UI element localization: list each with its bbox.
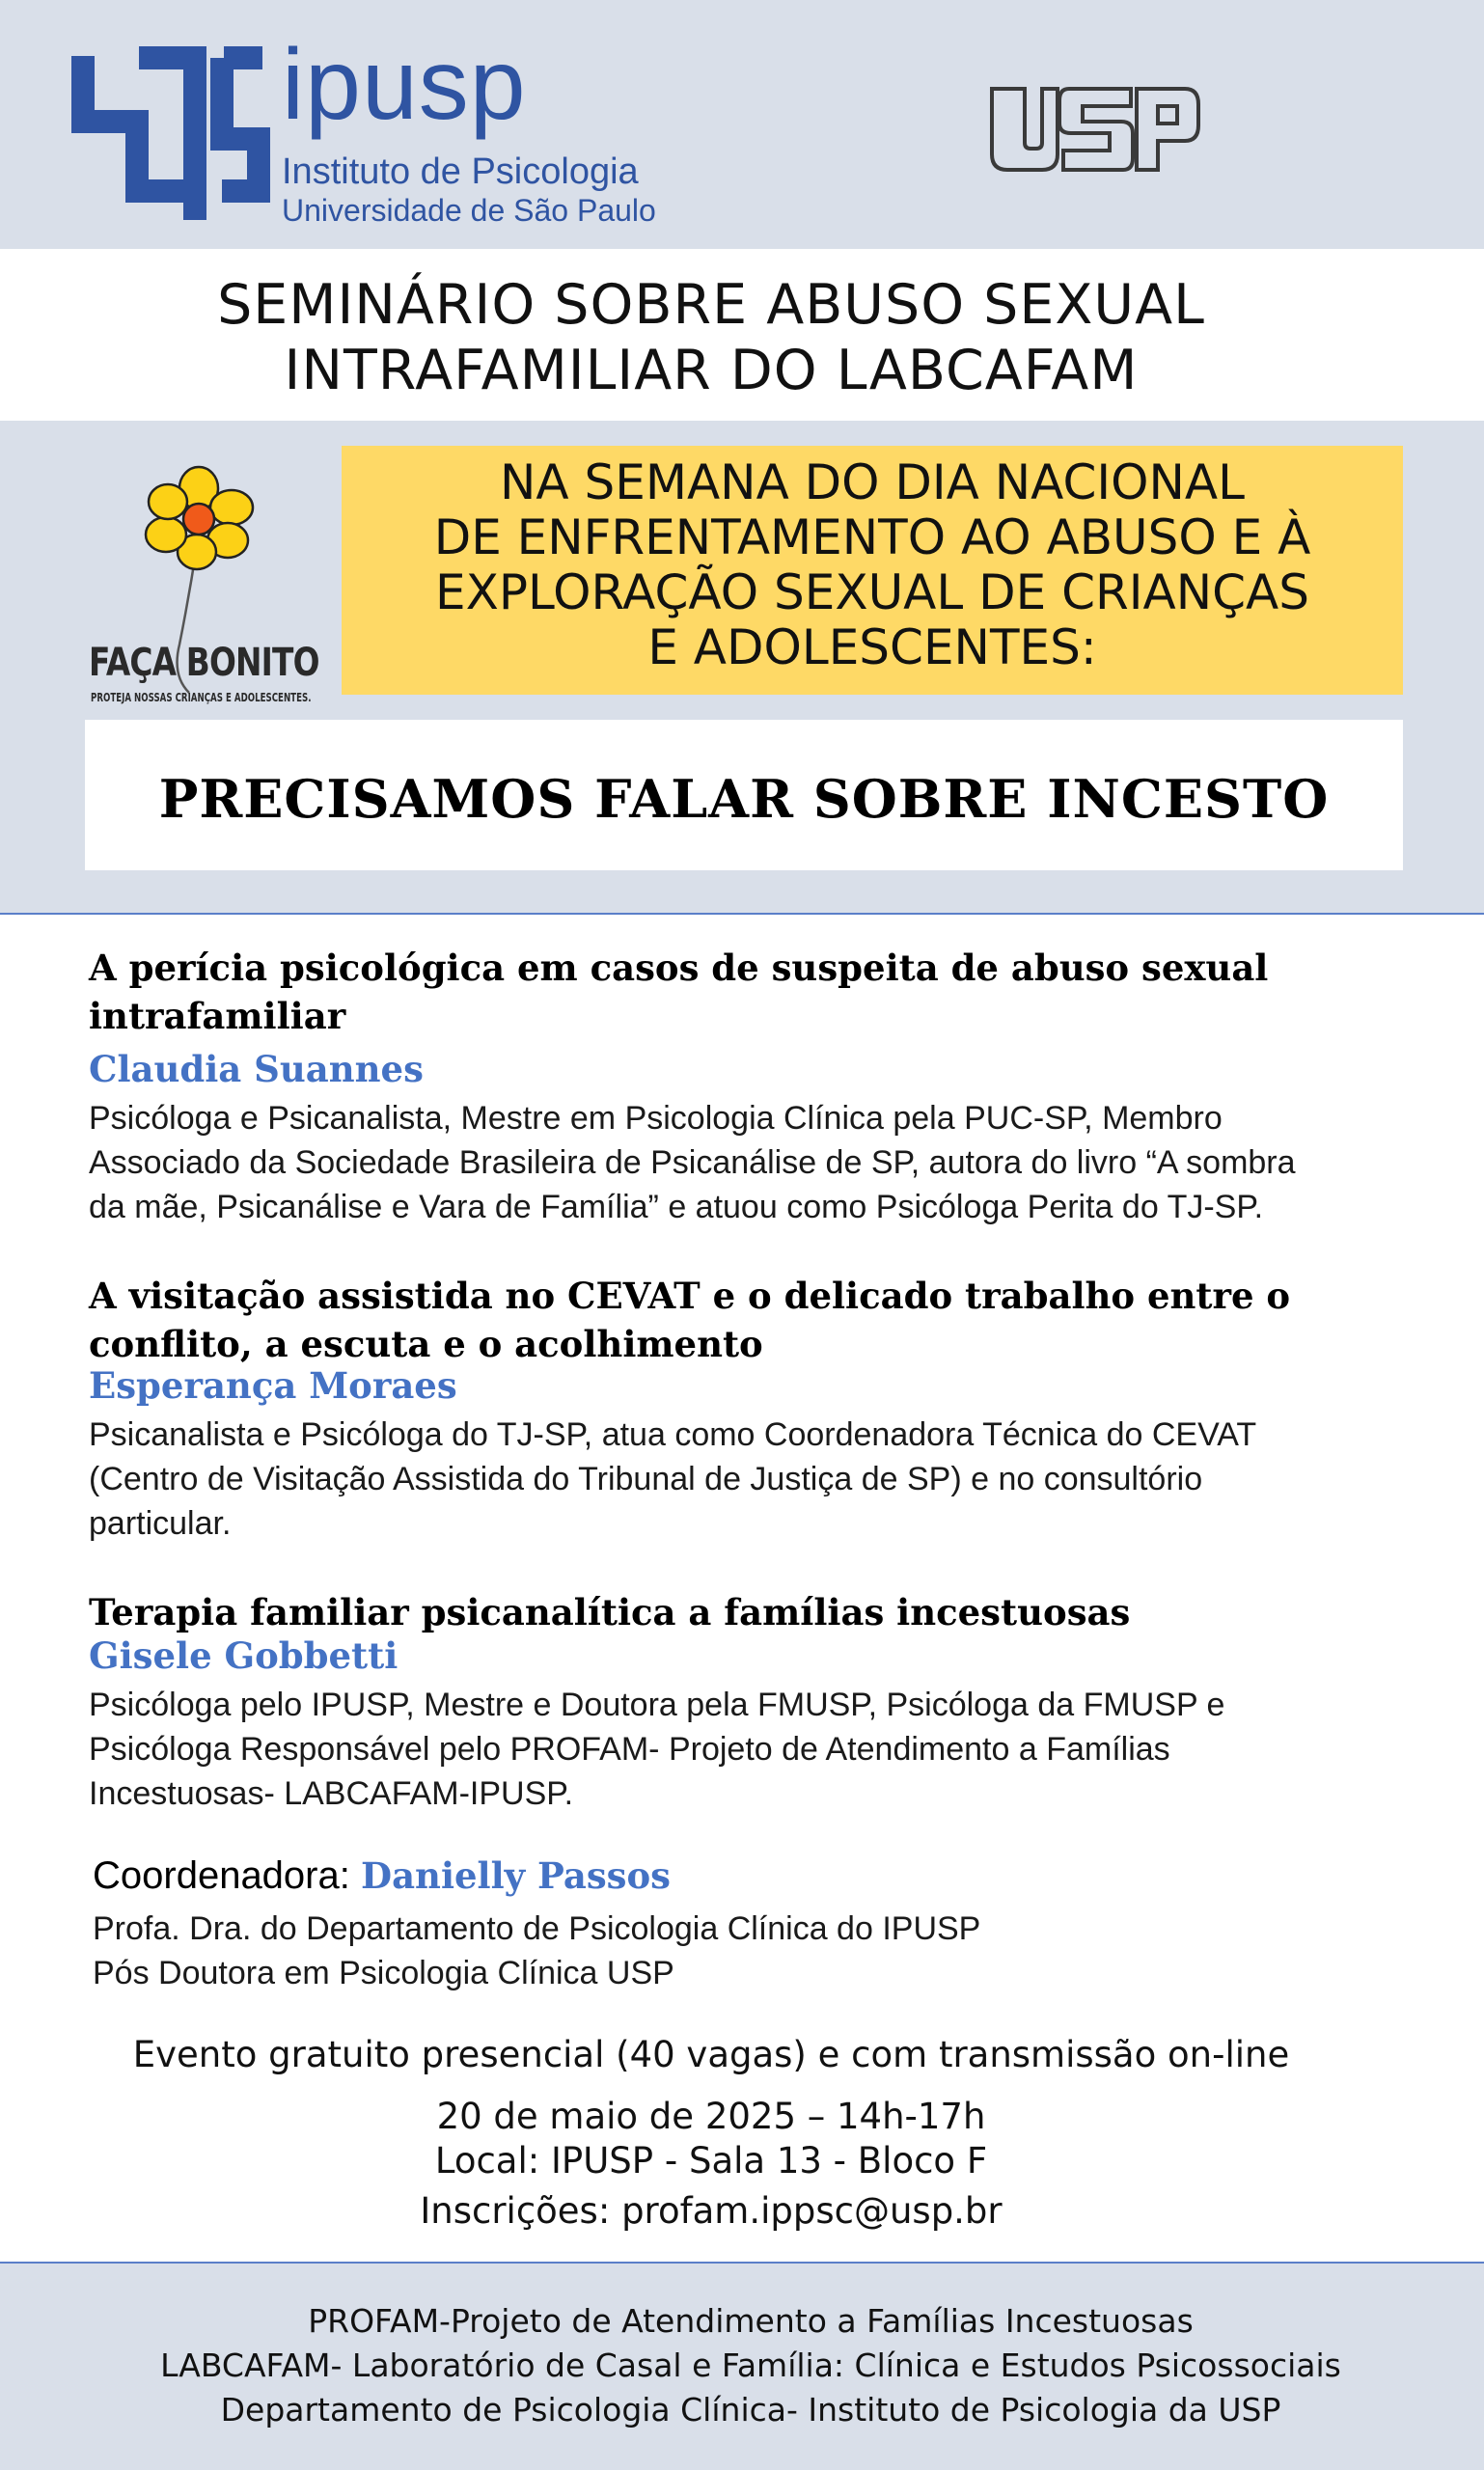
talk-title	[89, 1588, 1420, 1636]
talk-title-line: Terapia familiar psicanalítica a famílias incestuosas	[89, 1591, 1131, 1633]
event-location: Local: IPUSP - Sala 13 - Bloco F	[434, 2140, 988, 2182]
seminar-title-line: INTRAFAMILIAR DO LABCAFAM	[284, 339, 1139, 402]
talk-title-line: A perícia psicológica em casos de suspeita de abuso sexual	[89, 947, 1269, 989]
footer-line: LABCAFAM- Laboratório de Casal e Família: Clínica e Estudos Psicossociais	[160, 2346, 1341, 2384]
talk-title-line: A visitação assistida no CEVAT e o delicado trabalho entre o	[89, 1275, 1291, 1317]
usp-logo-icon	[986, 83, 1204, 176]
bio-line: Psicanalista e Psicóloga do TJ-SP, atua como Coordenadora Técnica do CEVAT	[89, 1416, 1257, 1453]
header-band	[0, 0, 1484, 249]
title-band	[0, 249, 1484, 421]
campaign-callout	[342, 446, 1403, 695]
ipusp-logo-icon	[69, 46, 272, 225]
coordinator-name: Danielly Passos	[360, 1854, 672, 1897]
talk-title-line: conflito, a escuta e o acolhimento	[89, 1323, 763, 1365]
callout-line: E ADOLESCENTES:	[647, 619, 1097, 675]
seminar-title	[0, 272, 1422, 403]
event-date: 20 de maio de 2025 – 14h-17h	[436, 2096, 986, 2137]
institute-name: Instituto de Psicologia	[282, 151, 639, 192]
coordinator-bio	[93, 1907, 1347, 1995]
bio-line: Pós Doutora em Psicologia Clínica USP	[93, 1955, 674, 1991]
footer-band	[0, 2262, 1484, 2470]
event-registration: Inscrições: profam.ippsc@usp.br	[420, 2190, 1003, 2232]
talk-title	[89, 944, 1420, 1040]
campaign-logo-text: FAÇA BONITO	[89, 641, 319, 685]
bio-line: da mãe, Psicanálise e Vara de Família” e atuou como Psicóloga Perita do TJ-SP.	[89, 1189, 1264, 1225]
university-name: Universidade de São Paulo	[282, 193, 656, 228]
speaker-bio	[89, 1683, 1459, 1816]
talk-title	[89, 1272, 1420, 1368]
speaker-name: Gisele Gobbetti	[89, 1634, 398, 1677]
bio-line: (Centro de Visitação Assistida do Tribunal de Justiça de SP) e no consultório	[89, 1461, 1203, 1497]
speaker-name: Claudia Suannes	[89, 1048, 424, 1090]
bio-line: Profa. Dra. do Departamento de Psicologia Clínica do IPUSP	[93, 1910, 981, 1947]
campaign-callout-text	[342, 455, 1403, 675]
speaker-bio	[89, 1096, 1459, 1229]
bio-line: Psicóloga pelo IPUSP, Mestre e Doutora pela FMUSP, Psicóloga da FMUSP e	[89, 1687, 1225, 1723]
talk-title-line: intrafamiliar	[89, 995, 346, 1037]
bio-line: Incestuosas- LABCAFAM-IPUSP.	[89, 1775, 574, 1812]
event-info: Evento gratuito presencial (40 vagas) e com transmissão on-line	[132, 2034, 1290, 2075]
bio-line: Associado da Sociedade Brasileira de Psicanálise de SP, autora do livro “A sombra	[89, 1144, 1296, 1181]
footer-line: PROFAM-Projeto de Atendimento a Famílias Incestuosas	[308, 2302, 1194, 2340]
footer-line: Departamento de Psicologia Clínica- Instituto de Psicologia da USP	[220, 2391, 1281, 2429]
ipusp-brand: ipusp	[282, 29, 527, 141]
bio-line: particular.	[89, 1505, 232, 1542]
headline: PRECISAMOS FALAR SOBRE INCESTO	[158, 768, 1330, 830]
callout-line: NA SEMANA DO DIA NACIONAL	[500, 454, 1245, 510]
campaign-logo-subtext: PROTEJA NOSSAS CRIANÇAS E ADOLESCENTES.	[91, 691, 312, 704]
coordinator-row: Coordenadora: Danielly Passos	[93, 1854, 672, 1897]
bio-line: Psicóloga Responsável pelo PROFAM- Projeto de Atendimento a Famílias	[89, 1731, 1170, 1768]
callout-line: EXPLORAÇÃO SEXUAL DE CRIANÇAS	[435, 564, 1309, 620]
coordinator-label: Coordenadora	[93, 1854, 340, 1897]
speaker-bio	[89, 1413, 1459, 1546]
campaign-band	[0, 421, 1484, 915]
bio-line: Psicóloga e Psicanalista, Mestre em Psicologia Clínica pela PUC-SP, Membro	[89, 1100, 1223, 1137]
callout-line: DE ENFRENTAMENTO AO ABUSO E À	[433, 509, 1311, 565]
headline-box	[85, 720, 1403, 870]
speaker-name: Esperança Moraes	[89, 1364, 457, 1407]
seminar-title-line: SEMINÁRIO SOBRE ABUSO SEXUAL	[217, 273, 1205, 337]
